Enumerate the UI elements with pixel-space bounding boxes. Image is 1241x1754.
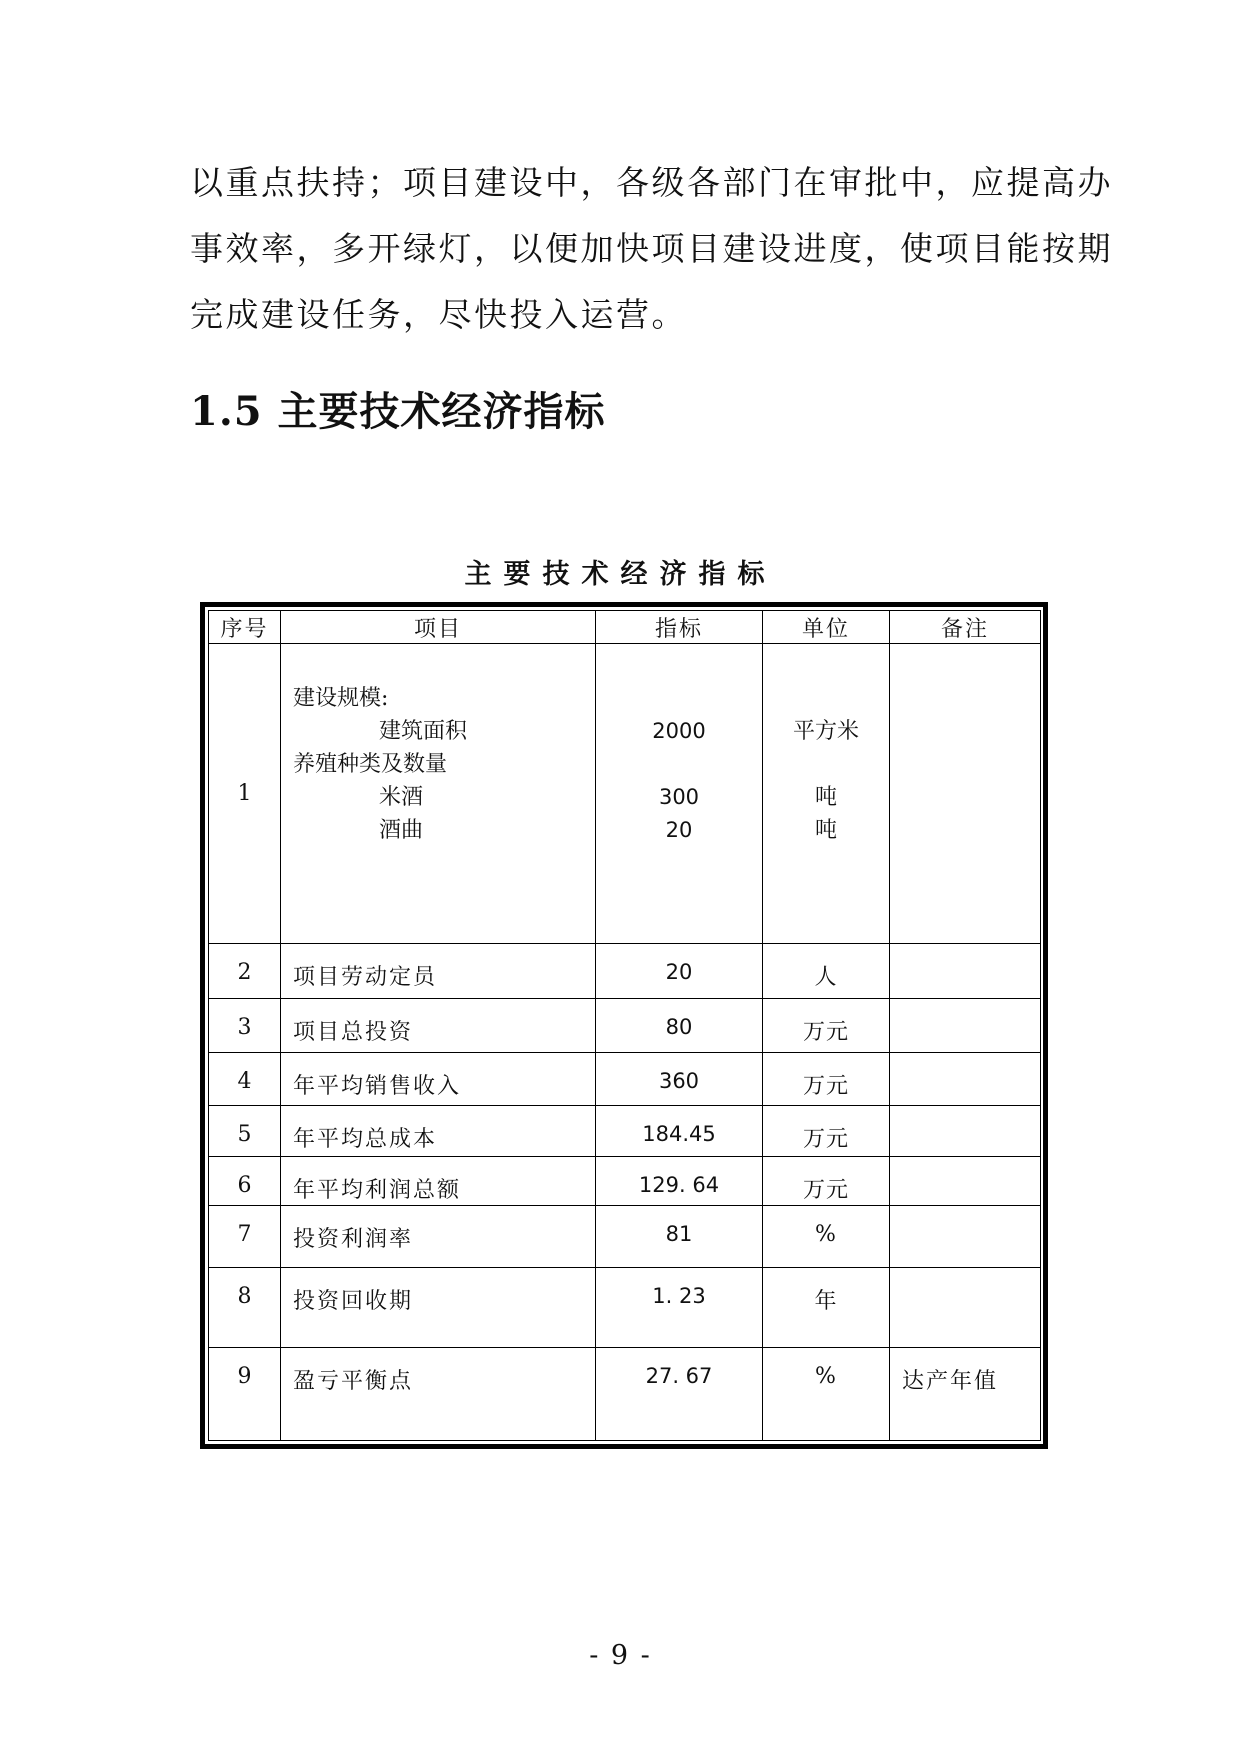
row-note bbox=[890, 998, 1041, 1053]
table-row bbox=[209, 1156, 1041, 1205]
row-value: 360 bbox=[596, 1053, 763, 1106]
item-line: 米酒 bbox=[379, 785, 424, 811]
row-value: 129. 64 bbox=[596, 1156, 763, 1205]
row-note bbox=[890, 943, 1041, 998]
row-item: 投资利润率 bbox=[281, 1205, 596, 1268]
row-no: 5 bbox=[209, 1106, 281, 1157]
header-note: 备注 bbox=[890, 611, 1041, 644]
row-no: 2 bbox=[209, 943, 281, 998]
value-line: 2000 bbox=[652, 719, 706, 744]
row-no: 7 bbox=[209, 1205, 281, 1268]
kpi-table bbox=[208, 610, 1041, 1441]
kpi-table-frame bbox=[200, 602, 1048, 1449]
row-no: 9 bbox=[209, 1347, 281, 1440]
row-note bbox=[890, 1268, 1041, 1347]
row-unit: % bbox=[763, 1205, 890, 1268]
paragraph-line: 完成建设任务，尽快投入运营。 bbox=[190, 295, 687, 334]
row-no: 4 bbox=[209, 1053, 281, 1106]
row-item: 盈亏平衡点 bbox=[281, 1347, 596, 1440]
unit-line: 吨 bbox=[814, 785, 837, 811]
value-line: 300 bbox=[658, 785, 700, 810]
table-caption: 主要技术经济指标 bbox=[464, 559, 777, 590]
row-no: 8 bbox=[209, 1268, 281, 1347]
table-row bbox=[209, 644, 1041, 943]
header-unit: 单位 bbox=[763, 611, 890, 644]
header-value: 指标 bbox=[596, 611, 763, 644]
unit-line: 吨 bbox=[814, 818, 837, 844]
row-note bbox=[890, 1156, 1041, 1205]
row-unit bbox=[763, 644, 890, 943]
table-row bbox=[209, 998, 1041, 1053]
row-unit: 万元 bbox=[763, 1053, 890, 1106]
row-no: 6 bbox=[209, 1156, 281, 1205]
table-row bbox=[209, 1347, 1041, 1440]
row-unit: 人 bbox=[763, 943, 890, 998]
row-item: 项目总投资 bbox=[281, 998, 596, 1053]
header-item: 项目 bbox=[281, 611, 596, 644]
row-unit: 万元 bbox=[763, 1156, 890, 1205]
table-row bbox=[209, 1106, 1041, 1157]
paragraph-line: 以重点扶持；项目建设中，各级各部门在审批中，应提高办 bbox=[190, 163, 1113, 202]
row-item: 年平均总成本 bbox=[281, 1106, 596, 1157]
row-item: 投资回收期 bbox=[281, 1268, 596, 1347]
row-value: 20 bbox=[596, 943, 763, 998]
item-line: 建设规模: bbox=[293, 686, 389, 712]
item-line: 酒曲 bbox=[379, 818, 424, 844]
page-number: - 9 - bbox=[589, 1640, 652, 1671]
table-header-row bbox=[209, 611, 1041, 644]
paragraph-line: 事效率，多开绿灯，以便加快项目建设进度，使项目能按期 bbox=[190, 229, 1113, 268]
row-unit: 万元 bbox=[763, 1106, 890, 1157]
row-unit: 年 bbox=[763, 1268, 890, 1347]
row-item: 项目劳动定员 bbox=[281, 943, 596, 998]
unit-line: 平方米 bbox=[792, 719, 859, 745]
row-value: 81 bbox=[596, 1205, 763, 1268]
table-row bbox=[209, 943, 1041, 998]
row-unit: 万元 bbox=[763, 998, 890, 1053]
item-line: 建筑面积 bbox=[379, 719, 468, 745]
row-value: 80 bbox=[596, 998, 763, 1053]
row-value: 184.45 bbox=[596, 1106, 763, 1157]
row-value: 27. 67 bbox=[596, 1347, 763, 1440]
row-note bbox=[890, 1106, 1041, 1157]
row-unit: % bbox=[763, 1347, 890, 1440]
row-no: 3 bbox=[209, 998, 281, 1053]
value-line: 20 bbox=[665, 818, 693, 843]
table-row bbox=[209, 1053, 1041, 1106]
row-note bbox=[890, 1053, 1041, 1106]
row-value bbox=[596, 644, 763, 943]
row-note bbox=[890, 1205, 1041, 1268]
table-row bbox=[209, 1268, 1041, 1347]
row-value: 1. 23 bbox=[596, 1268, 763, 1347]
row-item bbox=[281, 644, 596, 943]
row-item: 年平均销售收入 bbox=[281, 1053, 596, 1106]
header-no: 序号 bbox=[209, 611, 281, 644]
table-row bbox=[209, 1205, 1041, 1268]
row-item: 年平均利润总额 bbox=[281, 1156, 596, 1205]
row-note bbox=[890, 644, 1041, 943]
body-paragraph bbox=[190, 150, 1113, 348]
row-no: 1 bbox=[209, 644, 281, 943]
row-note: 达产年值 bbox=[890, 1347, 1041, 1440]
section-heading: 1.5 主要技术经济指标 bbox=[190, 388, 606, 435]
item-line: 养殖种类及数量 bbox=[293, 752, 448, 778]
